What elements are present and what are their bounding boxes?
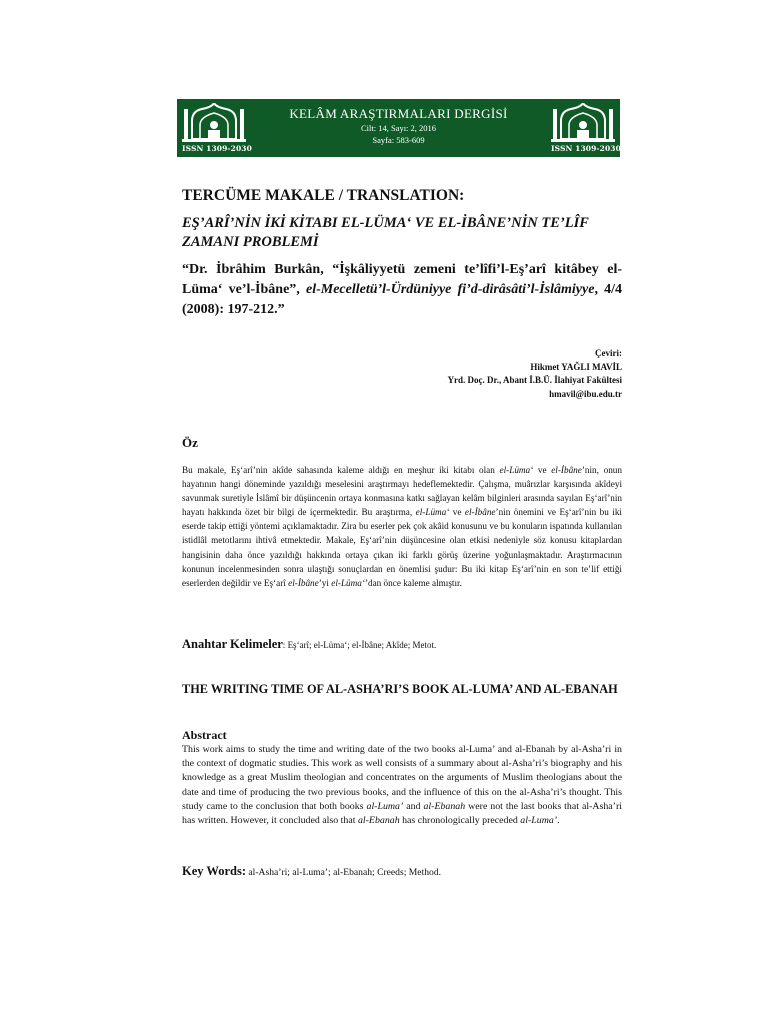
article-type: TERCÜME MAKALE / TRANSLATION: bbox=[182, 187, 465, 204]
keywords-tr: Anahtar Kelimeler: Eş‘arî; el-Lüma‘; el-İbâne; Akîde; Metot. bbox=[182, 637, 437, 651]
translator-name: Hikmet YAĞLI MAVİL bbox=[530, 361, 622, 372]
oz-paragraph: Bu makale, Eş‘arî’nin akîde sahasında kaleme aldığı en meşhur iki kitabı olan el-Lüma‘ ve el-İbâne’nin, onun hayatının hangi döneminde yazıldığı meselesini araştırmayı hedeflemektedir. Çalışma, muârızlar karşısında akîdeyi savunmak suretiyle İslâmî bir düşüncenin ortaya konmasına katkı sağlayan kelâm bilginleri arasında sayılan Eş‘arî’nin hayatı hakkında özet bir bilgi de içermektedir. Bu araştırma, el-Lüma‘ ve el-İbâne’nin önemini ve Eş‘arî’nin bu iki eserde takip ettiği yöntemi açıklamaktadır. Zira bu eserler pek çok akâid konusunu ve bu konuların ispatında kullanılan istidlâl metotlarını ihtivâ etmektedir. Makale, Eş‘arî’nin düşüncesine olan etkisi nedeniyle söz konusu kitaplardan hangisinin daha önce yazıldığı hakkında ortaya çıkan iki farklı görüş üzerine yoğunlaşmaktadır. Araştırmacının konunun incelenmesinden sonra ulaştığı sonuçlardan en önemlisi şudur: Bu iki kitap Eş‘arî’nin en son te’lif ettiği eserlerden değildir ve Eş‘arî el-İbâne’yi el-Lüma‘’dan önce kaleme almıştır. bbox=[182, 465, 622, 588]
english-title: THE WRITING TIME OF AL-ASHA’RI’S BOOK AL-LUMA’ AND AL-EBANAH bbox=[182, 682, 618, 696]
keywords-tr-label: Anahtar Kelimeler bbox=[182, 637, 283, 651]
abstract-heading: Abstract bbox=[182, 728, 227, 742]
journal-volume: Cilt: 14, Sayı: 2, 2016 bbox=[360, 123, 437, 133]
journal-pages: Sayfa: 583-609 bbox=[372, 135, 425, 145]
keywords-en bbox=[182, 863, 622, 881]
source-citation-tail: , 4/4 (2008): 197-212.” bbox=[182, 282, 623, 317]
issn-left: ISSN 1309-2030 bbox=[182, 144, 252, 153]
issn-right: ISSN 1309-2030 bbox=[551, 144, 621, 153]
mosque-arch-icon bbox=[551, 103, 615, 143]
translator-email: hmavil@ibu.edu.tr bbox=[549, 388, 622, 399]
oz-heading: Öz bbox=[182, 435, 198, 450]
article-source-citation bbox=[182, 260, 622, 320]
journal-title: KELÂM ARAŞTIRMALARI DERGİSİ bbox=[289, 106, 508, 121]
abstract-paragraph: This work aims to study the time and writing date of the two books al-Luma’ and al-Ebanah by al-Asha’ri in the context of dogmatic studies. This work as well consists of a summary about al-Asha’ri’s biography and his knowledge as a great Muslim theologian and concentrates on the arguments of Muslim theologians about the date and time of producing the two previous books, and the influence of this on the al-Asha’ri’s thought. This study came to the conclusion that both books al-Luma’ and al-Ebanah were not the last books that al-Asha’ri has written. However, it concluded also that al-Ebanah has chronologically preceded al-Luma’. bbox=[182, 744, 622, 827]
keywords-en-text: al-Asha’ri; al-Luma’; al-Ebanah; Creeds; Method. bbox=[246, 867, 442, 878]
keywords-en-label: Key Words: bbox=[182, 864, 247, 878]
journal-header-banner bbox=[177, 99, 620, 157]
translator-label: Çeviri: bbox=[595, 348, 622, 358]
article-title: EŞ’ARÎ’NİN İKİ KİTABI EL-LÜMA‘ VE EL-İBÂNE’NİN TE’LÎF ZAMANI PROBLEMİ bbox=[182, 215, 589, 250]
translator-affiliation: Yrd. Doç. Dr., Abant İ.B.Ü. İlahiyat Fakültesi bbox=[447, 375, 622, 385]
journal-emblem-right bbox=[551, 103, 621, 153]
source-citation-text: “Dr. İbrâhim Burkân, “İşkâliyyetü zemeni te’lîfi’l-Eş’arî kitâbey el-Lüma‘ ve’l-İbâne”, bbox=[182, 262, 622, 297]
journal-info bbox=[249, 106, 548, 146]
journal-emblem-left bbox=[182, 103, 252, 153]
keywords-tr-text: Eş‘arî; el-Lüma‘; el-İbâne; Akîde; Metot. bbox=[287, 640, 437, 650]
source-journal-name: el-Mecelletü’l-Ürdüniyye fi’d-dirâsâti’l-İslâmiyye bbox=[305, 282, 595, 297]
mosque-arch-icon bbox=[182, 103, 246, 143]
translator-info bbox=[448, 347, 622, 401]
